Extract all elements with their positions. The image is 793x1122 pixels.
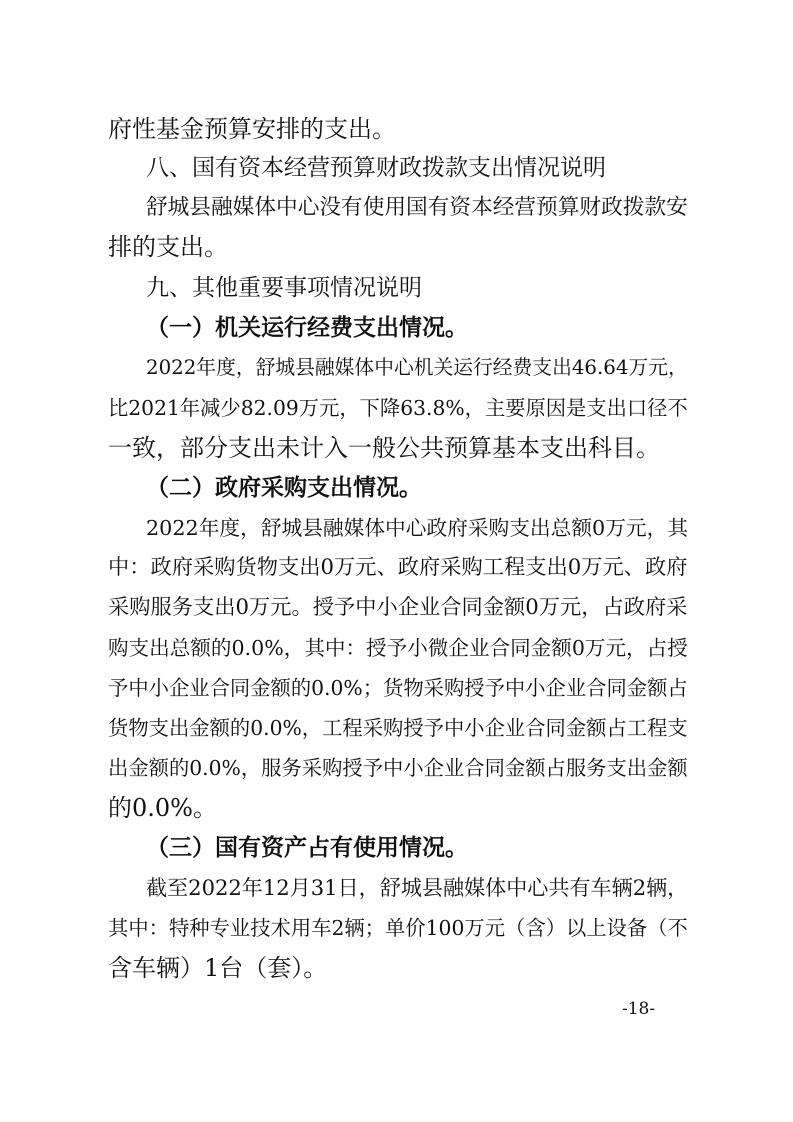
paragraph-line: 舒城县融媒体中心没有使用国有资本经营预算财政拨款安: [146, 195, 688, 220]
paragraph-line: 2022年度，舒城县融媒体中心政府采购支出总额0万元，其: [146, 516, 689, 540]
section-heading-9: 九、其他重要事项情况说明: [146, 275, 422, 301]
paragraph-line: 截至2022年12月31日，舒城县融媒体中心共有车辆2辆，: [146, 875, 689, 900]
paragraph-line: 采购服务支出0万元。授予中小企业合同金额0万元，占政府采: [108, 595, 688, 620]
page-number: -18-: [622, 999, 656, 1019]
paragraph-line: 其中：特种专业技术用车2辆；单价100万元（含）以上设备（不: [108, 916, 688, 940]
section-heading-8: 八、国有资本经营预算财政拨款支出情况说明: [146, 155, 606, 181]
subsection-heading-1: （一）机关运行经费支出情况。: [146, 315, 468, 341]
subsection-heading-2: （二）政府采购支出情况。: [146, 475, 422, 501]
paragraph-line: 2022年度，舒城县融媒体中心机关运行经费支出46.64万元，: [146, 356, 688, 379]
paragraph-line: 购支出总额的0.0%，其中：授予小微企业合同金额0万元，占授: [108, 636, 688, 660]
paragraph-line: 出金额的0.0%，服务采购授予中小企业合同金额占服务支出金额: [108, 756, 688, 780]
paragraph-line: 予中小企业合同金额的0.0%；货物采购授予中小企业合同金额占: [108, 676, 688, 700]
subsection-heading-3: （三）国有资产占有使用情况。: [146, 835, 468, 861]
paragraph-line: 中：政府采购货物支出0万元、政府采购工程支出0万元、政府: [108, 555, 688, 580]
paragraph-line: 的0.0%。: [108, 794, 217, 822]
paragraph-line: 府性基金预算安排的支出。: [108, 115, 396, 143]
paragraph-line: 含车辆）1台（套）。: [108, 954, 328, 982]
paragraph-line: 排的支出。: [108, 233, 228, 261]
paragraph-line: 货物支出金额的0.0%，工程采购授予中小企业合同金额占工程支: [108, 716, 688, 740]
paragraph-line: 一致，部分支出未计入一般公共预算基本支出科目。: [108, 434, 660, 462]
paragraph-line: 比2021年减少82.09万元，下降63.8%，主要原因是支出口径不: [108, 396, 688, 420]
